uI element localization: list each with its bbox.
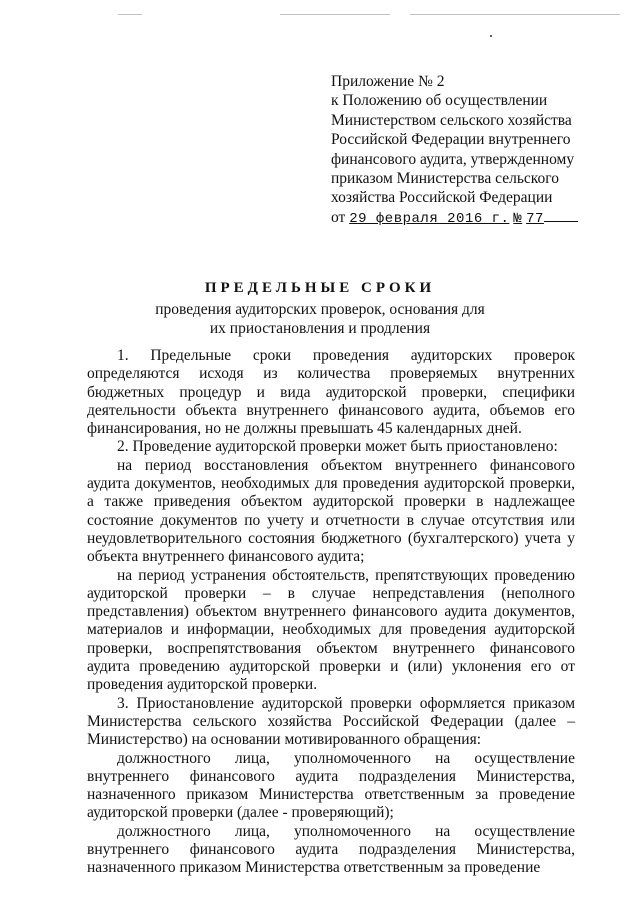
- appendix-line: Приложение № 2: [331, 73, 445, 90]
- appendix-line: к Положению об осуществлении: [331, 92, 548, 110]
- document-title: ПРЕДЕЛЬНЫЕ СРОКИ: [204, 280, 436, 296]
- paragraph: на период восстановления объектом внутреннего финансового аудита документов, необходимых для проведения аудиторской проверки, а также приведения объектом аудиторской проверки в надлежащее состояние документов по учету и отчетности в случае отсутствия или неудовлетворительного состояния бюджетного (бухгалтерского) учета у объекта внутреннего финансового аудита;: [87, 456, 575, 566]
- number-prefix: №: [513, 210, 523, 227]
- appendix-date-line: [331, 208, 621, 229]
- scan-mark-left: [118, 14, 142, 15]
- appendix-line: Министерством сельского хозяйства: [331, 111, 572, 129]
- appendix-line: финансового аудита, утвержденному: [331, 150, 575, 168]
- appendix-line: Российской Федерации внутреннего: [331, 131, 571, 149]
- scan-mark-center: [280, 14, 390, 15]
- paragraph: на период устранения обстоятельств, препятствующих проведению аудиторской проверки – в случае непредставления (неполного представления) объектом внутреннего финансового аудита документов, материалов и информации, необходимых для проведения аудиторской проверки, воспрепятствования объектом внутреннего финансового аудита проведению аудиторской проверки и (или) уклонения его от проведения аудиторской проверки.: [87, 566, 575, 694]
- paragraph: 1. Предельные сроки проведения аудиторских проверок определяются исходя из количества проверяемых внутренних бюджетных процедур и вида аудиторской проверки, специфики деятельности объекта внутреннего финансового аудита, объемов его финансирования, но не должны превышать 45 календарных дней.: [87, 347, 575, 438]
- paragraph: должностного лица, уполномоченного на осуществление внутреннего финансового аудита подразделения Министерства, назначенного приказом Министерства ответственным за проведение аудиторской проверки (далее - проверяющий);: [87, 749, 575, 822]
- document-body: [87, 347, 575, 878]
- order-date: 29 февраля 2016 г.: [349, 210, 510, 227]
- date-prefix: от: [331, 208, 346, 226]
- paragraph: 3. Приостановление аудиторской проверки оформляется приказом Министерства сельского хозяйства Российской Федерации (далее – Министерство) на основании мотивированного обращения:: [87, 694, 575, 749]
- paragraph: 2. Проведение аудиторской проверки может быть приостановлено:: [117, 438, 558, 456]
- appendix-block: [331, 72, 621, 229]
- order-number: 77: [526, 210, 544, 227]
- scan-dot: [490, 35, 492, 37]
- number-underline: [544, 209, 578, 222]
- document-subtitle: проведения аудиторских проверок, основания для их приостановления и продления: [155, 301, 485, 338]
- appendix-line: хозяйства Российской Федерации: [331, 189, 553, 207]
- scan-mark-right: [410, 14, 620, 15]
- appendix-line: приказом Министерства сельского: [331, 170, 560, 188]
- paragraph: должностного лица, уполномоченного на осуществление внутреннего финансового аудита подразделения Министерства, назначенного приказом Министерства ответственным за проведение: [87, 822, 575, 877]
